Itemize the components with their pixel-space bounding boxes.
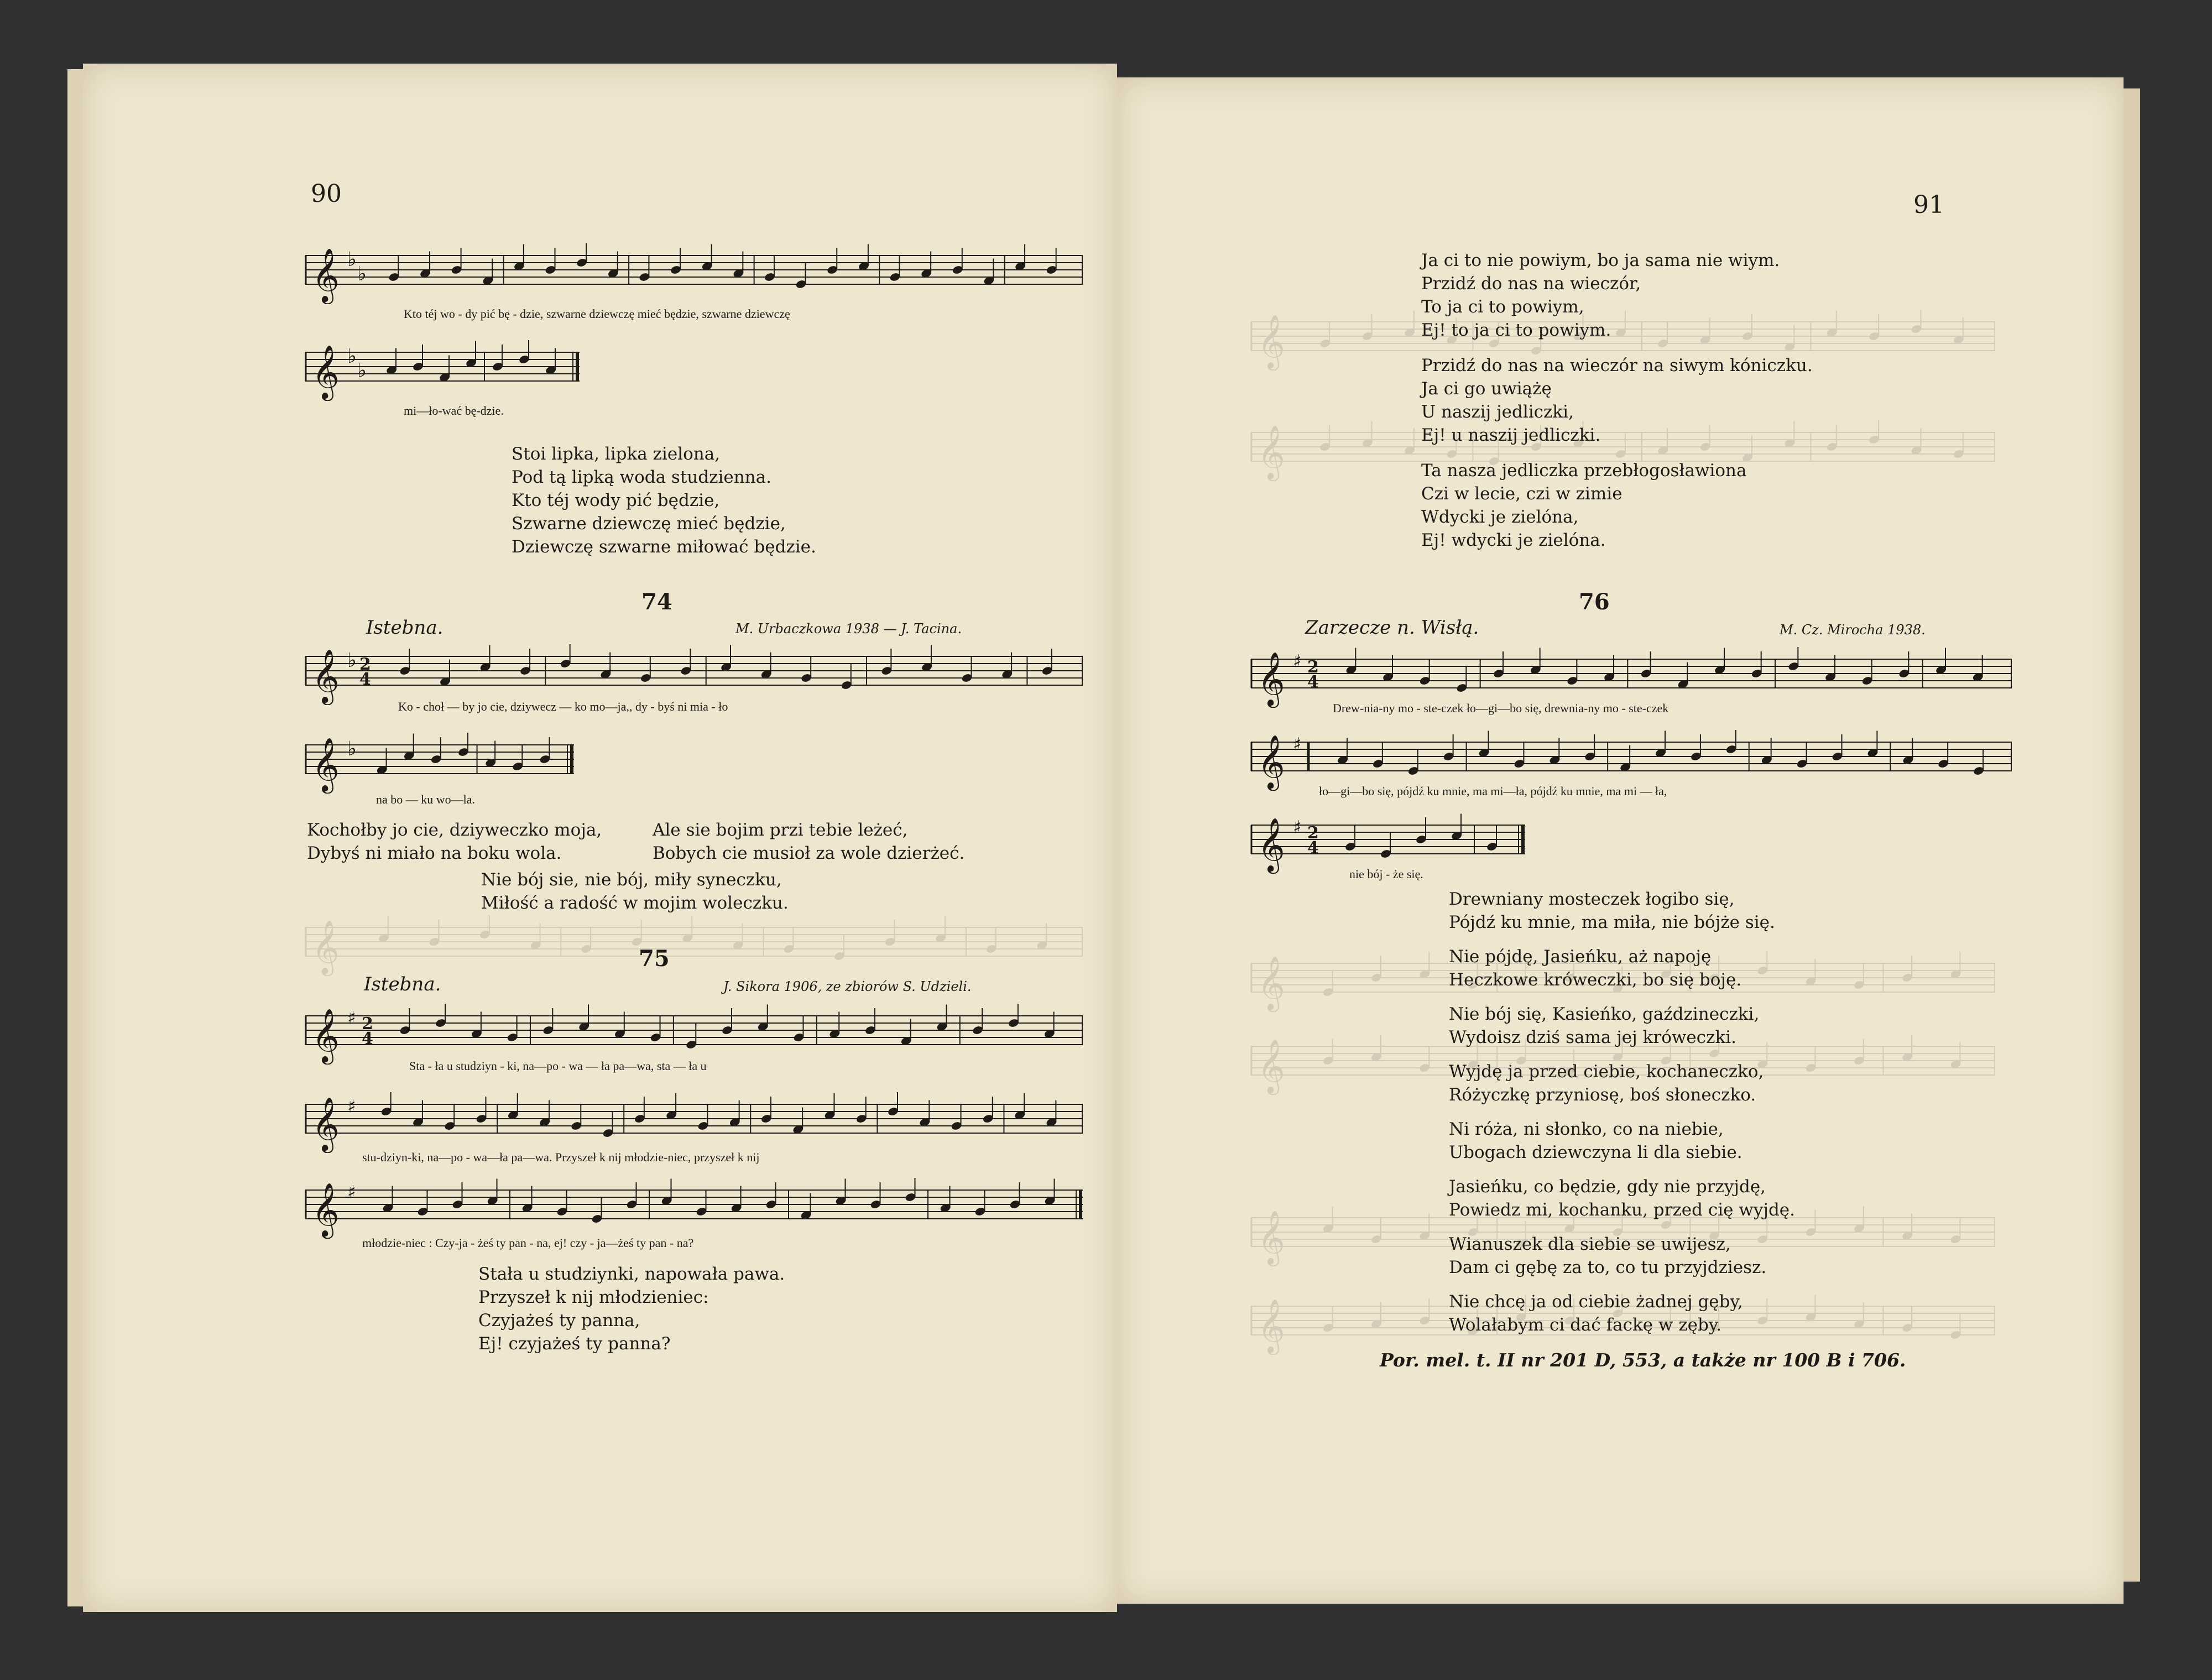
verse-74-bottom: Nie bój sie, nie bój, miły syneczku, Miłość a radość w mojim woleczku. [481,870,789,913]
staff-lines [1251,659,2012,688]
song-74-attribution: M. Urbaczkowa 1938 — J. Tacina. [735,621,962,636]
treble-clef-icon: 𝄞 [312,649,340,703]
time-signature-top: 2 [362,1014,373,1034]
page-edge-right [2124,88,2140,1582]
staff-lines [305,255,1083,284]
lyrics-74-1: Ko - choł — by jo cie, dziywecz — ko mo—ja,, dy - byś ni mia - ło [398,700,728,713]
treble-clef-icon: 𝄞 [1258,1298,1285,1353]
music-staff-76-3 [1250,813,1526,874]
music-staff-75-1 [304,1004,1084,1065]
flat-icon: ♭ [347,649,357,672]
verse-75: Stała u studziynki, napowała pawa. Przyszeł k nij młodzieniec: Czyjażeś ty panna, Ej! czyjażeś ty panna? [478,1264,785,1354]
staff-lines [1251,825,1525,854]
melody-reference: Por. mel. t. II nr 201 D, 553, a także nr 100 B i 706. [1380,1349,1906,1371]
treble-clef-icon: 𝄞 [312,920,340,974]
sharp-icon: ♯ [1293,650,1302,672]
sharp-icon: ♯ [1293,733,1302,755]
verse-76-6: Jasieńku, co będzie, gdy nie przyjdę, Powiedz mi, kochanku, przed cię wyjdę. [1449,1177,1796,1220]
lyrics-75-2: stu-dziyn-ki, na—po - wa—ła pa—wa. Przyszeł k nij młodzie-niec, przyszeł k nij [362,1150,760,1164]
sharp-icon: ♯ [347,1181,356,1203]
music-staff-74-1 [304,644,1084,705]
treble-clef-icon: 𝄞 [312,1097,340,1151]
treble-clef-icon: 𝄞 [312,345,340,399]
treble-clef-icon: 𝄞 [1258,651,1285,706]
verse-74-right: Ale sie bojim przi tebie leżeć, Bobych cie musioł za wole dzierżeć. [653,820,965,863]
verse-76-1: Drewniany mosteczek łogibo się, Pójdź ku mnie, ma miła, nie bójże się. [1449,889,1775,932]
song-75-place: Istebna. [364,973,441,995]
verse-75-cont-3: Ta nasza jedliczka przebłogosławiona Czi w lecie, czi w zimie Wdycki je zielóna, Ej! wdycki je zielóna. [1421,461,1747,550]
treble-clef-icon: 𝄞 [1258,956,1285,1010]
song-76-place: Zarzecze n. Wisłą. [1305,617,1479,639]
verse-75-cont-1: Ja ci to nie powiym, bo ja sama nie wiym. Przidź do nas na wieczór, To ja ci to powiym, Ej! to ja ci to powiym. [1421,251,1780,340]
staff-lines [305,1016,1083,1045]
verse-76-4: Wyjdę ja przed ciebie, kochaneczko, Różyczkę przyniosę, boś słoneczko. [1449,1062,1764,1105]
staff-lines [1251,742,2012,771]
verse-73: Stoi lipka, lipka zielona, Pod tą lipką woda studzienna. Kto téj wody pić będzie, Szwarne dziewczę mieć będzie, Dziewczę szwarne miłować będzie. [512,444,816,557]
lyrics-74-2: na bo — ku wo—la. [376,792,476,806]
song-76-attribution: M. Cz. Mirocha 1938. [1780,622,1926,638]
page-edge-stack [67,69,83,1606]
music-staff-73-1 [304,243,1084,304]
verse-76-7: Wianuszek dla siebie se uwijesz, Dam ci gębę za to, co tu przyjdziesz. [1449,1234,1767,1277]
time-signature-bottom: 4 [1307,672,1319,692]
verse-74-left: Kochołby jo cie, dziyweczko moja, Dybyś ni miało na boku wola. [307,820,602,863]
page-number-left: 90 [311,180,342,208]
music-staff-76-1 [1250,647,2013,708]
song-74-place: Istebna. [366,617,444,639]
music-staff-74-2 [304,733,575,794]
lyrics-76-3: nie bój - że się. [1349,867,1423,881]
treble-clef-icon: 𝄞 [312,1008,340,1062]
treble-clef-icon: 𝄞 [312,248,340,302]
time-signature-bottom: 4 [362,1029,373,1048]
verse-76-8: Nie chcę ja od ciebie żadnej gęby, Wolałabym ci dać fackę w zęby. [1449,1292,1743,1335]
song-number-75: 75 [639,946,670,972]
song-number-76: 76 [1579,589,1610,615]
verse-76-3: Nie bój się, Kasieńko, gaździneczki, Wydoisz dziś sama jej króweczki. [1449,1004,1760,1047]
verse-75-cont-2: Przidź do nas na wieczór na siwym kóniczku. Ja ci go uwiążę U naszij jedliczki, Ej! u naszij jedliczki. [1421,356,1813,445]
verse-76-5: Ni róża, ni słonko, co na niebie, Ubogach dziewczyna li dla siebie. [1449,1119,1743,1162]
verse-76-2: Nie pójdę, Jasieńku, aż napoję Heczkowe króweczki, bo się boję. [1449,947,1742,990]
time-signature-top: 2 [1307,823,1319,843]
treble-clef-icon: 𝄞 [312,1182,340,1236]
sharp-icon: ♯ [347,1007,356,1029]
music-staff-75-3 [304,1178,1084,1239]
flat-icon: ♭ [347,345,357,368]
time-signature-top: 2 [359,655,371,674]
lyrics-76-2: ło—gi—bo się, pójdź ku mnie, ma mi—ła, pójdź ku mnie, ma mi — ła, [1319,784,1667,798]
treble-clef-icon: 𝄞 [312,737,340,791]
song-number-74: 74 [641,589,672,615]
lyrics-73-1: Kto téj wo - dy pić bę - dzie, szwarne dziewczę mieć będzie, szwarne dziewczę [404,307,790,321]
page-number-right: 91 [1913,191,1944,219]
left-page [83,64,1117,1612]
sharp-icon: ♯ [347,1095,356,1117]
lyrics-75-1: Sta - ła u studziyn - ki, na—po - wa — ła pa—wa, sta — ła u [409,1059,707,1073]
flat-icon: ♭ [357,263,367,285]
treble-clef-icon: 𝄞 [1258,1039,1285,1093]
treble-clef-icon: 𝄞 [1258,817,1285,872]
lyrics-75-3: młodzie-niec : Czy-ja - żeś ty pan - na, ej! czy - ja—żeś ty pan - na? [362,1236,694,1250]
treble-clef-icon: 𝄞 [1258,1210,1285,1264]
flat-icon: ♭ [357,359,367,382]
lyrics-76-1: Drew-nia-ny mo - ste-czek ło—gi—bo się, drewnia-ny mo - ste-czek [1333,701,1669,715]
flat-icon: ♭ [347,248,357,271]
show-through-staff [304,915,1084,982]
treble-clef-icon: 𝄞 [1258,425,1285,479]
treble-clef-icon: 𝄞 [1258,314,1285,368]
time-signature-bottom: 4 [359,670,371,689]
time-signature-bottom: 4 [1307,838,1319,858]
right-page [1117,77,2124,1604]
music-staff-75-2 [304,1092,1084,1153]
flat-icon: ♭ [347,738,357,760]
song-75-attribution: J. Sikora 1906, ze zbiorów S. Udzieli. [723,979,972,994]
time-signature-top: 2 [1307,658,1319,677]
music-staff-76-2 [1250,730,2013,791]
music-staff-73-2 [304,340,581,401]
sharp-icon: ♯ [1293,816,1302,838]
staff-lines [305,1104,1083,1133]
lyrics-73-2: mi—ło-wać bę-dzie. [404,404,504,418]
treble-clef-icon: 𝄞 [1258,734,1285,789]
